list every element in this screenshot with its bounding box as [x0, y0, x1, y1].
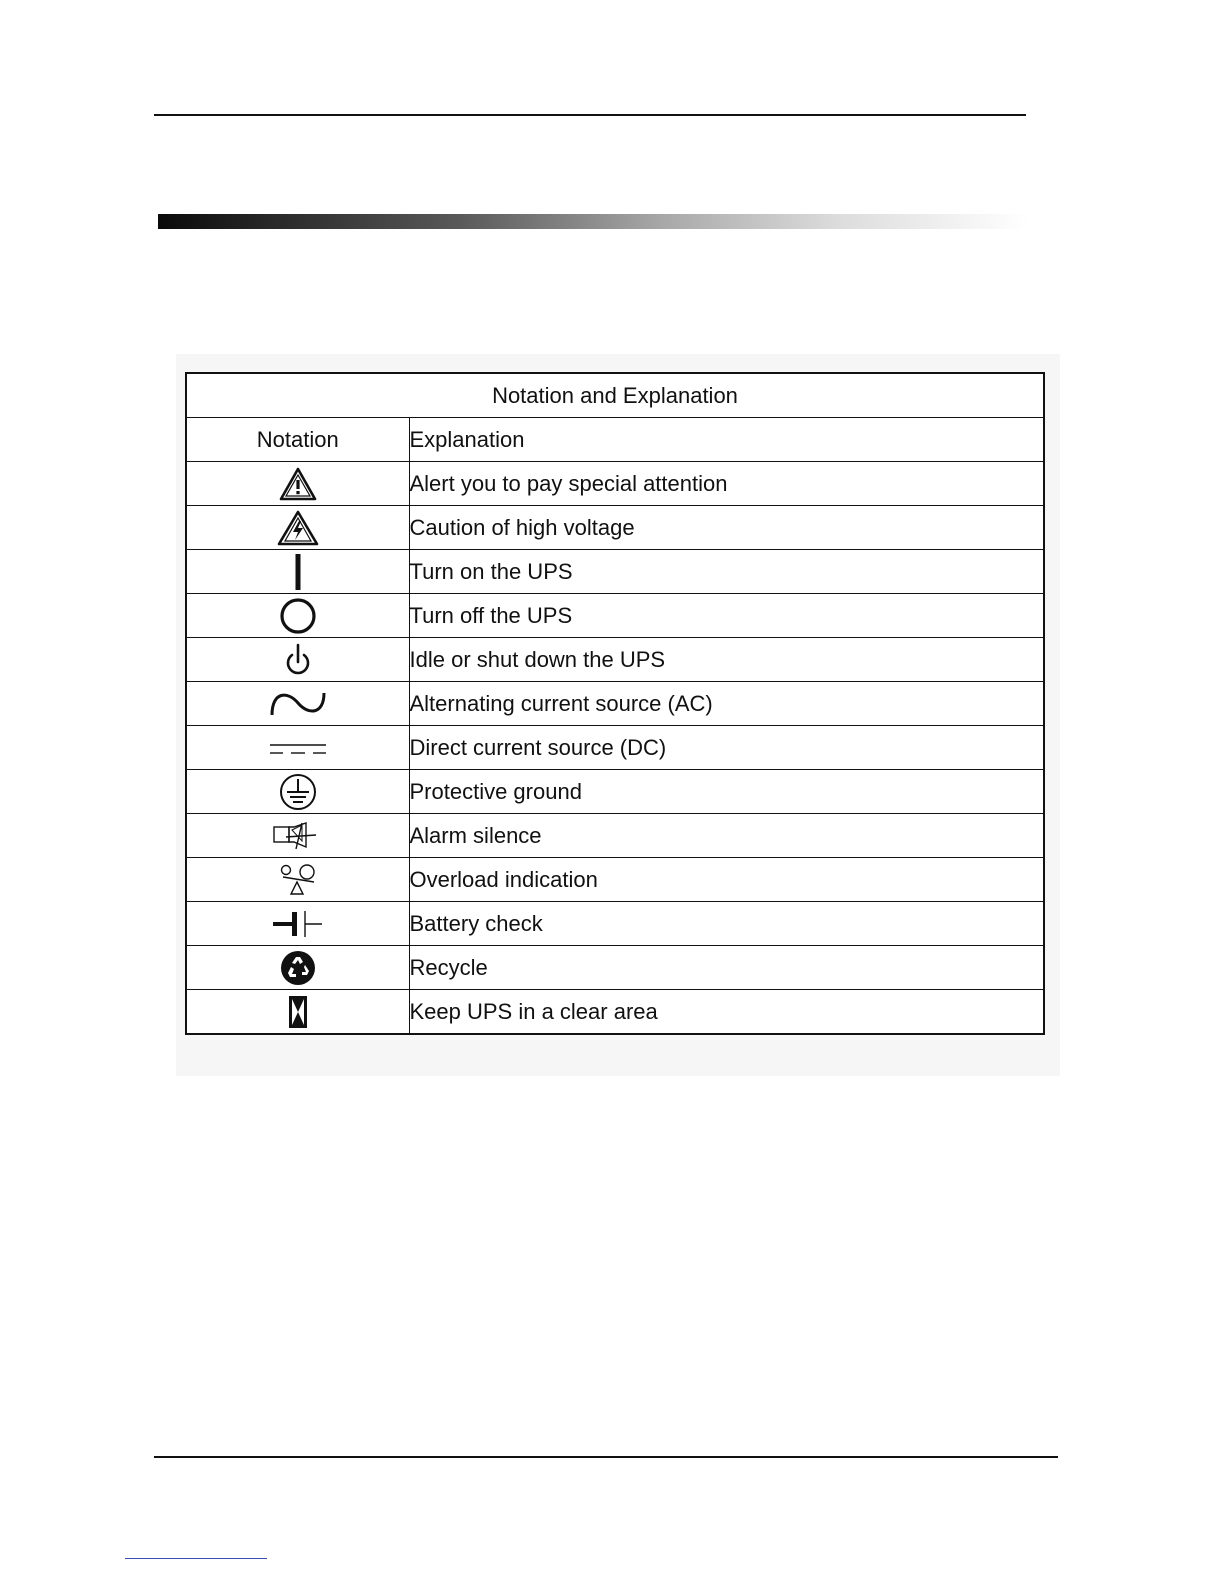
- explanation-cell: Idle or shut down the UPS: [409, 638, 1044, 682]
- explanation-cell: Alert you to pay special attention: [409, 462, 1044, 506]
- table-row: [186, 506, 1044, 550]
- notation-cell: [186, 462, 409, 506]
- notation-cell: [186, 902, 409, 946]
- table-row: [186, 990, 1044, 1035]
- table-row: [186, 814, 1044, 858]
- alarm-silence-icon: [272, 821, 324, 851]
- explanation-cell: Keep UPS in a clear area: [409, 990, 1044, 1035]
- explanation-cell: Alternating current source (AC): [409, 682, 1044, 726]
- table-row: [186, 858, 1044, 902]
- table-row: [186, 462, 1044, 506]
- explanation-cell: Caution of high voltage: [409, 506, 1044, 550]
- table-row: [186, 902, 1044, 946]
- table-row: [186, 770, 1044, 814]
- table-row: [186, 682, 1044, 726]
- recycle-icon: [279, 949, 317, 987]
- ac-wave-icon: [268, 689, 328, 719]
- table-row: [186, 550, 1044, 594]
- notation-cell: [186, 594, 409, 638]
- hourglass-icon: [287, 994, 309, 1030]
- power-on-icon: [293, 553, 303, 591]
- notation-cell: [186, 638, 409, 682]
- explanation-cell: Overload indication: [409, 858, 1044, 902]
- battery-icon: [270, 909, 326, 939]
- notation-cell: [186, 506, 409, 550]
- explanation-cell: Turn on the UPS: [409, 550, 1044, 594]
- explanation-cell: Recycle: [409, 946, 1044, 990]
- explanation-cell: Battery check: [409, 902, 1044, 946]
- dc-icon: [268, 741, 328, 757]
- notation-cell: [186, 682, 409, 726]
- column-header-notation: Notation: [186, 418, 409, 462]
- notation-cell: [186, 858, 409, 902]
- standby-icon: [283, 642, 313, 678]
- notation-cell: [186, 770, 409, 814]
- footer-link-underline: [125, 1558, 267, 1559]
- footer-rule: [154, 1456, 1058, 1458]
- explanation-cell: Direct current source (DC): [409, 726, 1044, 770]
- notation-cell: [186, 550, 409, 594]
- header-rule: [154, 114, 1026, 116]
- explanation-cell: Alarm silence: [409, 814, 1044, 858]
- table-row: [186, 726, 1044, 770]
- notation-cell: [186, 990, 409, 1035]
- notation-cell: [186, 814, 409, 858]
- power-off-icon: [278, 596, 318, 636]
- protective-ground-icon: [278, 772, 318, 812]
- overload-icon: [278, 863, 318, 897]
- notation-cell: [186, 946, 409, 990]
- table-row: [186, 594, 1044, 638]
- table-title: Notation and Explanation: [186, 373, 1044, 418]
- explanation-cell: Turn off the UPS: [409, 594, 1044, 638]
- column-header-explanation: Explanation: [409, 418, 1044, 462]
- table-row: [186, 946, 1044, 990]
- explanation-cell: Protective ground: [409, 770, 1044, 814]
- warning-triangle-icon: [279, 467, 317, 501]
- notation-cell: [186, 726, 409, 770]
- section-gradient-bar: [158, 214, 1028, 229]
- table-row: [186, 638, 1044, 682]
- high-voltage-icon: [277, 510, 319, 546]
- notation-table: [185, 372, 1045, 1035]
